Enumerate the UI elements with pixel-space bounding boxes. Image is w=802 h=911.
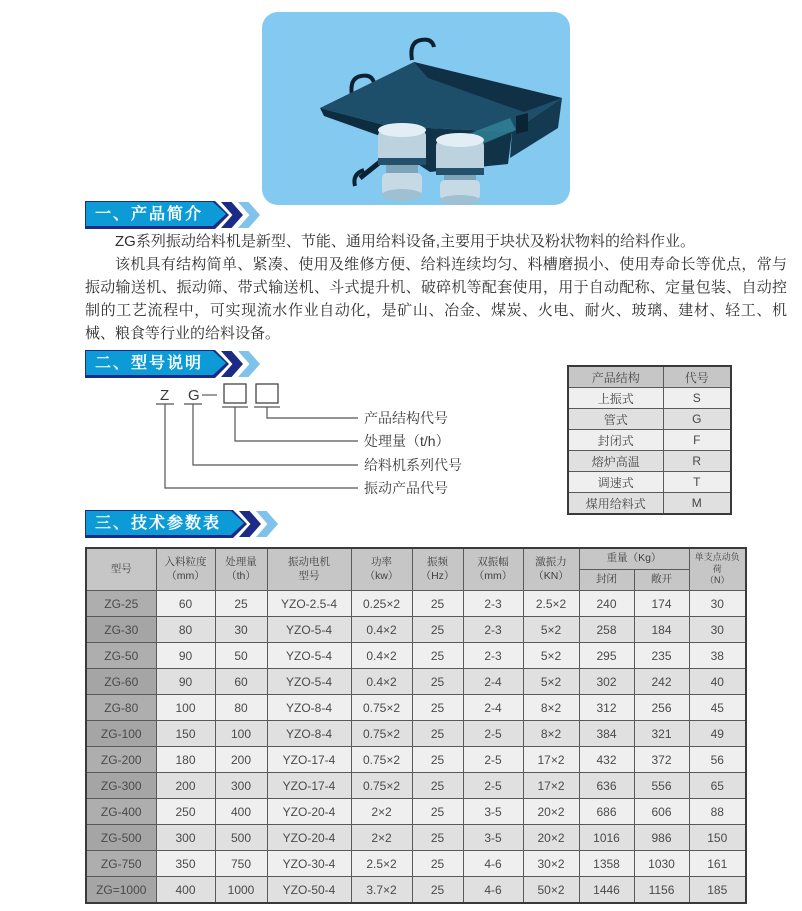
table-cell: 25 xyxy=(412,669,463,695)
table-cell: YZO-30-4 xyxy=(267,851,351,877)
header-unit: （Hz） xyxy=(420,569,455,582)
table-cell: 熔炉高温 xyxy=(568,451,663,472)
table-cell: 30×2 xyxy=(523,851,579,877)
table-cell: 161 xyxy=(689,851,746,877)
table-cell: 25 xyxy=(412,591,463,617)
header-label: 型号 xyxy=(110,562,132,575)
table-cell: 235 xyxy=(634,643,689,669)
table-cell: ZG-30 xyxy=(86,617,156,643)
model-letter-g: G xyxy=(188,387,200,404)
table-cell: 321 xyxy=(634,721,689,747)
table-cell: 100 xyxy=(215,721,267,747)
header-label: 重量（Kg） xyxy=(606,552,662,565)
table-cell: F xyxy=(663,430,731,451)
table-cell: 25 xyxy=(412,747,463,773)
col-header-model xyxy=(86,548,156,591)
table-cell: 200 xyxy=(215,747,267,773)
diagram-label: 产品结构代号 xyxy=(364,410,448,426)
table-cell: 60 xyxy=(215,669,267,695)
table-cell: 45 xyxy=(689,695,746,721)
table-cell: 1446 xyxy=(579,877,634,904)
header-unit: 型号 xyxy=(298,569,320,582)
model-letter-z: Z xyxy=(160,387,170,404)
table-cell: 500 xyxy=(215,825,267,851)
table-cell: YZO-20-4 xyxy=(267,799,351,825)
intro-paragraph-2: 该机具有结构简单、紧凑、使用及维修方便、给料连续均匀、料槽磨损小、使用寿命长等优点，常与振动输送机、振动筛、带式输送机、斗式提升机、破碎机等配套使用，用于自动配称、定量包装、自动控制的工艺流程中，可实现流水作业自动化，是矿山、冶金、煤炭、火电、耐火、玻璃、建材、轻工、机械、粮食等行业的给料设备。 xyxy=(85,256,787,342)
section-title: 二、型号说明 xyxy=(95,355,204,372)
col-header-power xyxy=(351,548,412,591)
model-placeholder-box xyxy=(224,384,246,403)
table-row xyxy=(568,430,731,451)
section-title: 三、技术参数表 xyxy=(95,515,222,532)
table-cell: 80 xyxy=(215,695,267,721)
table-cell: 25 xyxy=(412,773,463,799)
table-cell: 2.5×2 xyxy=(351,851,412,877)
table-cell: 2×2 xyxy=(351,825,412,851)
table-cell: ZG-500 xyxy=(86,825,156,851)
table-cell: 30 xyxy=(215,617,267,643)
table-cell: ZG-300 xyxy=(86,773,156,799)
table-cell: 80 xyxy=(156,617,215,643)
model-placeholder-box xyxy=(256,384,278,403)
table-cell: 30 xyxy=(689,591,746,617)
table-cell: S xyxy=(663,388,731,409)
code-col-header: 代号 xyxy=(663,366,731,388)
table-cell: 256 xyxy=(634,695,689,721)
table-cell: 2-4 xyxy=(463,669,523,695)
table-cell: 300 xyxy=(215,773,267,799)
col-header-weight-closed: 封闭 xyxy=(579,570,634,591)
table-cell: YZO-50-4 xyxy=(267,877,351,904)
table-cell: ZG-750 xyxy=(86,851,156,877)
table-cell: 5×2 xyxy=(523,669,579,695)
section-banner-params xyxy=(85,510,278,538)
table-cell: 0.75×2 xyxy=(351,695,412,721)
table-cell: YZO-20-4 xyxy=(267,825,351,851)
table-row xyxy=(86,721,746,747)
table-cell: 350 xyxy=(156,851,215,877)
section-banner-model xyxy=(85,350,260,378)
banner-shape xyxy=(85,350,229,378)
table-cell: 174 xyxy=(634,591,689,617)
table-cell: 20×2 xyxy=(523,799,579,825)
table-cell: ZG-400 xyxy=(86,799,156,825)
table-cell: 25 xyxy=(215,591,267,617)
table-cell: 49 xyxy=(689,721,746,747)
table-cell: 25 xyxy=(412,851,463,877)
header-label: 单支点动负荷 xyxy=(694,552,740,574)
table-cell: 2-4 xyxy=(463,695,523,721)
table-row xyxy=(86,877,746,904)
header-unit: （th） xyxy=(226,569,256,582)
table-cell: 400 xyxy=(215,799,267,825)
structure-col-header: 产品结构 xyxy=(568,366,663,388)
header-label: 双振幅 xyxy=(477,555,509,568)
table-cell: YZO-8-4 xyxy=(267,721,351,747)
table-cell: G xyxy=(663,409,731,430)
table-row xyxy=(568,409,731,430)
header-label: 振动电机 xyxy=(288,555,330,568)
table-cell: 调速式 xyxy=(568,472,663,493)
header-label: 激振力 xyxy=(535,555,567,568)
table-header-row xyxy=(568,366,731,388)
structure-code-table xyxy=(567,365,732,515)
banner-shape xyxy=(85,201,229,229)
col-header-weight-group xyxy=(579,548,689,570)
table-cell: 372 xyxy=(634,747,689,773)
table-cell: 5×2 xyxy=(523,617,579,643)
table-cell: YZO-17-4 xyxy=(267,747,351,773)
table-row xyxy=(568,493,731,515)
table-cell: R xyxy=(663,451,731,472)
col-header-exciting-force xyxy=(523,548,579,591)
table-cell: 8×2 xyxy=(523,721,579,747)
table-cell: 38 xyxy=(689,643,746,669)
table-cell: 1156 xyxy=(634,877,689,904)
table-cell: 0.4×2 xyxy=(351,617,412,643)
table-cell: 986 xyxy=(634,825,689,851)
table-row xyxy=(568,472,731,493)
header-label: 入料粒度 xyxy=(164,555,207,568)
banner-shape xyxy=(85,510,247,538)
table-cell: 上振式 xyxy=(568,388,663,409)
table-cell: 240 xyxy=(579,591,634,617)
table-cell: 2.5×2 xyxy=(523,591,579,617)
table-cell: 25 xyxy=(412,799,463,825)
table-cell: 242 xyxy=(634,669,689,695)
table-row xyxy=(86,851,746,877)
table-row xyxy=(86,825,746,851)
table-row xyxy=(86,643,746,669)
col-header-feed-size xyxy=(156,548,215,591)
table-row xyxy=(86,799,746,825)
table-cell: 0.25×2 xyxy=(351,591,412,617)
table-cell: ZG-200 xyxy=(86,747,156,773)
table-cell: 4-6 xyxy=(463,877,523,904)
col-header-weight-open: 敞开 xyxy=(634,570,689,591)
table-cell: 556 xyxy=(634,773,689,799)
table-cell: 606 xyxy=(634,799,689,825)
table-cell: 90 xyxy=(156,643,215,669)
table-cell: 3-5 xyxy=(463,799,523,825)
table-cell: ZG-50 xyxy=(86,643,156,669)
table-cell: 煤用给料式 xyxy=(568,493,663,515)
table-cell: 封闭式 xyxy=(568,430,663,451)
table-cell: YZO-17-4 xyxy=(267,773,351,799)
table-cell: ZG-80 xyxy=(86,695,156,721)
table-cell: 2-5 xyxy=(463,773,523,799)
table-cell: 25 xyxy=(412,877,463,904)
table-row xyxy=(86,695,746,721)
table-cell: 90 xyxy=(156,669,215,695)
table-cell: 1358 xyxy=(579,851,634,877)
table-cell: 2-3 xyxy=(463,643,523,669)
table-cell: 0.75×2 xyxy=(351,721,412,747)
table-cell: 50 xyxy=(215,643,267,669)
header-unit: （KN） xyxy=(533,569,569,582)
table-cell: 40 xyxy=(689,669,746,695)
col-header-amplitude xyxy=(463,548,523,591)
header-label: 功率 xyxy=(371,555,392,568)
diagram-label: 处理量（t/h） xyxy=(364,433,450,449)
table-row xyxy=(86,591,746,617)
table-cell: 258 xyxy=(579,617,634,643)
table-row xyxy=(86,669,746,695)
table-cell: 25 xyxy=(412,721,463,747)
table-cell: 300 xyxy=(156,825,215,851)
table-cell: 636 xyxy=(579,773,634,799)
header-unit: （mm） xyxy=(166,569,205,582)
table-cell: YZO-2.5-4 xyxy=(267,591,351,617)
table-cell: 2-3 xyxy=(463,617,523,643)
table-cell: 60 xyxy=(156,591,215,617)
table-cell: 56 xyxy=(689,747,746,773)
table-cell: 88 xyxy=(689,799,746,825)
table-cell: 150 xyxy=(156,721,215,747)
section-title: 一、产品简介 xyxy=(95,206,204,223)
header-label: 处理量 xyxy=(225,555,257,568)
table-cell: 25 xyxy=(412,643,463,669)
product-photo xyxy=(262,12,570,205)
table-cell: 5×2 xyxy=(523,643,579,669)
table-cell: 2×2 xyxy=(351,799,412,825)
table-cell: ZG-100 xyxy=(86,721,156,747)
table-header-row xyxy=(86,548,746,570)
table-cell: 400 xyxy=(156,877,215,904)
table-cell: 0.75×2 xyxy=(351,773,412,799)
table-cell: M xyxy=(663,493,731,515)
table-cell: ZG-25 xyxy=(86,591,156,617)
table-cell: YZO-5-4 xyxy=(267,617,351,643)
table-cell: 3.7×2 xyxy=(351,877,412,904)
table-cell: 384 xyxy=(579,721,634,747)
table-cell: YZO-8-4 xyxy=(267,695,351,721)
header-label: 振频 xyxy=(427,555,448,568)
vibrating-feeder-illustration xyxy=(262,12,570,205)
table-cell: 750 xyxy=(215,851,267,877)
table-cell: 1016 xyxy=(579,825,634,851)
diagram-label: 给料机系列代号 xyxy=(364,457,462,473)
table-cell: ZG=1000 xyxy=(86,877,156,904)
diagram-connector-lines xyxy=(156,404,358,488)
table-cell: 100 xyxy=(156,695,215,721)
table-row xyxy=(86,747,746,773)
diagram-label: 振动产品代号 xyxy=(364,480,448,496)
table-cell: 0.4×2 xyxy=(351,643,412,669)
table-row xyxy=(86,773,746,799)
header-unit: （N） xyxy=(705,575,730,586)
table-cell: 184 xyxy=(634,617,689,643)
table-cell: 180 xyxy=(156,747,215,773)
table-cell: 0.75×2 xyxy=(351,747,412,773)
header-unit: （kw） xyxy=(364,569,399,582)
model-dash: — xyxy=(202,386,217,403)
table-cell: 25 xyxy=(412,617,463,643)
header-unit: （mm） xyxy=(473,569,513,582)
table-cell: 185 xyxy=(689,877,746,904)
table-cell: 8×2 xyxy=(523,695,579,721)
technical-parameters-table xyxy=(85,547,747,904)
table-cell: 686 xyxy=(579,799,634,825)
table-cell: 312 xyxy=(579,695,634,721)
table-cell: 25 xyxy=(412,825,463,851)
intro-paragraph-1: ZG系列振动给料机是新型、节能、通用给料设备,主要用于块状及粉状物料的给料作业。 xyxy=(115,233,696,250)
table-cell: 432 xyxy=(579,747,634,773)
col-header-motor-model xyxy=(267,548,351,591)
table-cell: 4-6 xyxy=(463,851,523,877)
table-cell: 20×2 xyxy=(523,825,579,851)
table-cell: 295 xyxy=(579,643,634,669)
table-cell: ZG-60 xyxy=(86,669,156,695)
table-cell: 65 xyxy=(689,773,746,799)
col-header-dynamic-load xyxy=(689,548,746,591)
table-cell: 17×2 xyxy=(523,773,579,799)
table-row xyxy=(568,451,731,472)
table-cell: 50×2 xyxy=(523,877,579,904)
table-cell: 2-3 xyxy=(463,591,523,617)
table-cell: 200 xyxy=(156,773,215,799)
table-cell: 17×2 xyxy=(523,747,579,773)
section-banner-intro xyxy=(85,201,260,229)
table-cell: 1000 xyxy=(215,877,267,904)
table-cell: 0.4×2 xyxy=(351,669,412,695)
table-cell: 250 xyxy=(156,799,215,825)
table-cell: 150 xyxy=(689,825,746,851)
table-cell: 2-5 xyxy=(463,721,523,747)
table-cell: YZO-5-4 xyxy=(267,669,351,695)
col-header-frequency xyxy=(412,548,463,591)
intro-section xyxy=(85,230,787,345)
model-code-diagram xyxy=(140,382,540,506)
table-cell: 30 xyxy=(689,617,746,643)
table-cell: 1030 xyxy=(634,851,689,877)
col-header-capacity xyxy=(215,548,267,591)
table-cell: 管式 xyxy=(568,409,663,430)
table-cell: 25 xyxy=(412,695,463,721)
table-cell: 3-5 xyxy=(463,825,523,851)
table-cell: YZO-5-4 xyxy=(267,643,351,669)
table-row xyxy=(86,617,746,643)
table-cell: 2-5 xyxy=(463,747,523,773)
table-cell: T xyxy=(663,472,731,493)
table-row xyxy=(568,388,731,409)
table-cell: 302 xyxy=(579,669,634,695)
